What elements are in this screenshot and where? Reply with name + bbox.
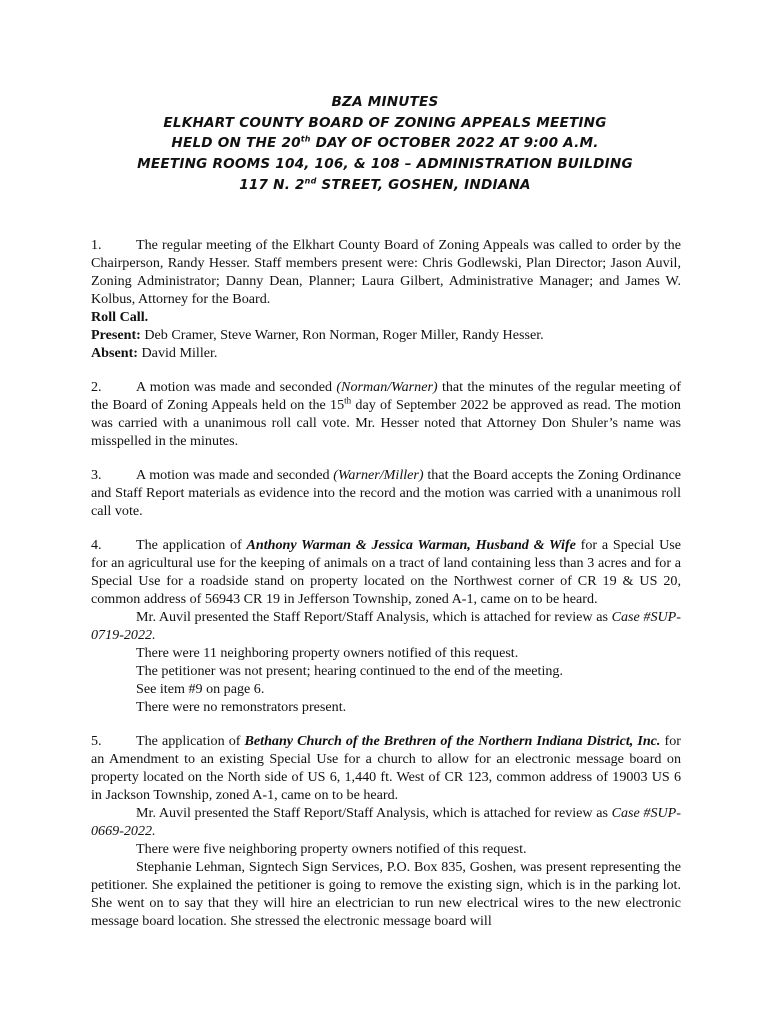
item-4-case-number: Case #SUP-0719-2022. — [91, 609, 681, 643]
item-4-notified: There were 11 neighboring property owners notified of this request. — [136, 645, 519, 661]
item-4-see-item: See item #9 on page 6. — [136, 681, 265, 697]
item-4-applicant: Anthony Warman & Jessica Warman, Husband & Wife — [246, 537, 576, 553]
absent-label: Absent: — [91, 345, 138, 361]
item-3-movers: (Warner/Miller) — [333, 467, 424, 483]
item-1 — [91, 236, 681, 362]
present-text: Deb Cramer, Steve Warner, Ron Norman, Roger Miller, Randy Hesser. — [140, 327, 544, 343]
roll-call-heading: Roll Call. — [91, 309, 149, 325]
item-3 — [91, 466, 681, 520]
item-1-text: The regular meeting of the Elkhart County Board of Zoning Appeals was called to order by the Chairperson, Randy Hesser. Staff members present were: Chris Godlewski, Plan Director; Jason Auvil, Zoning Administrator; Danny Dean, Planner; Laura Gilbert, Administrative Manager; and James W. Kolbus, Attorney for the Board. — [91, 237, 681, 307]
header-date-b: DAY OF OCTOBER 2022 AT 9:00 A.M. — [310, 135, 599, 152]
item-5-applicant: Bethany Church of the Brethren of the Northern Indiana District, Inc. — [244, 733, 661, 749]
item-4-staff-report — [91, 608, 681, 644]
present-label: Present: — [91, 327, 141, 343]
header-date-a: HELD ON THE 20 — [171, 135, 301, 152]
header-address-b: STREET, GOSHEN, INDIANA — [316, 176, 531, 193]
item-5-text-b: for an Amendment to an existing Special Use for a church to allow for an electronic message board on property located on the North side of US 6, 1,440 ft. West of CR 123, common address of 19003 US 6 in Jackson Township, zoned A-1, came on to be heard. — [91, 733, 681, 803]
header-board: ELKHART COUNTY BOARD OF ZONING APPEALS MEETING — [163, 114, 607, 131]
item-5-testimony: Stephanie Lehman, Signtech Sign Services, P.O. Box 835, Goshen, was present representing the petitioner. She explained the petitioner is going to remove the existing sign, which is in the parking lot. She went on to say that they will hire an electrician to run new electrical wires to the new electronic message board location. She stressed the electronic message board will — [91, 859, 681, 929]
item-5-number: 5. — [91, 733, 102, 749]
item-5-staff-text: Mr. Auvil presented the Staff Report/Staff Analysis, which is attached for review as — [136, 805, 612, 821]
item-4-text-a: The application of — [136, 537, 247, 553]
item-2 — [91, 378, 681, 450]
item-5 — [91, 732, 681, 930]
item-1-number: 1. — [91, 237, 102, 253]
header-title: BZA MINUTES — [331, 94, 439, 110]
item-2-sup: th — [344, 395, 352, 406]
header-rooms: MEETING ROOMS 104, 106, & 108 – ADMINISTRATION BUILDING — [137, 156, 633, 173]
item-4-petitioner: The petitioner was not present; hearing continued to the end of the meeting. — [136, 663, 563, 679]
item-5-notified: There were five neighboring property owners notified of this request. — [136, 841, 527, 857]
header-address-sup: nd — [304, 176, 317, 186]
item-4 — [91, 536, 681, 716]
item-4-remonstrators: There were no remonstrators present. — [136, 699, 347, 715]
absent-text: David Miller. — [137, 345, 218, 361]
item-3-text-a: A motion was made and seconded — [136, 467, 334, 483]
present-line — [91, 326, 681, 344]
item-2-text-b: that the minutes of the regular meeting of the Board of Zoning Appeals held on the 15 — [91, 379, 682, 413]
header-address-a: 117 N. 2 — [239, 176, 305, 193]
item-2-text-c: day of September 2022 be approved as read. The motion was carried with a unanimous roll call vote. Mr. Hesser noted that Attorney Don Shuler’s name was misspelled in the minutes. — [91, 397, 681, 449]
absent-line — [91, 344, 681, 362]
item-4-staff-text: Mr. Auvil presented the Staff Report/Staff Analysis, which is attached for review as — [136, 609, 612, 625]
item-5-text-a: The application of — [136, 733, 245, 749]
header-address — [0, 175, 770, 196]
header-date-sup: th — [300, 134, 311, 144]
item-5-staff-report — [91, 804, 681, 840]
item-4-number: 4. — [91, 537, 102, 553]
item-3-text-b: that the Board accepts the Zoning Ordinance and Staff Report materials as evidence into the record and the motion was carried with a unanimous roll call vote. — [91, 467, 681, 519]
item-4-text-b: for a Special Use for an agricultural use for the keeping of animals on a tract of land containing less than 3 acres and for a Special Use for a roadside stand on property located on the Northwest corner of CR 19 & US 20, common address of 56943 CR 19 in Jefferson Township, zoned A-1, came on to be heard. — [91, 537, 681, 607]
item-5-case-number: Case #SUP-0669-2022. — [91, 805, 681, 839]
minutes-body — [91, 236, 681, 930]
header-date — [0, 133, 770, 154]
item-2-text-a: A motion was made and seconded — [136, 379, 337, 395]
minutes-header — [0, 92, 770, 196]
item-3-number: 3. — [91, 467, 102, 483]
item-2-movers: (Norman/Warner) — [336, 379, 438, 395]
item-2-number: 2. — [91, 379, 102, 395]
